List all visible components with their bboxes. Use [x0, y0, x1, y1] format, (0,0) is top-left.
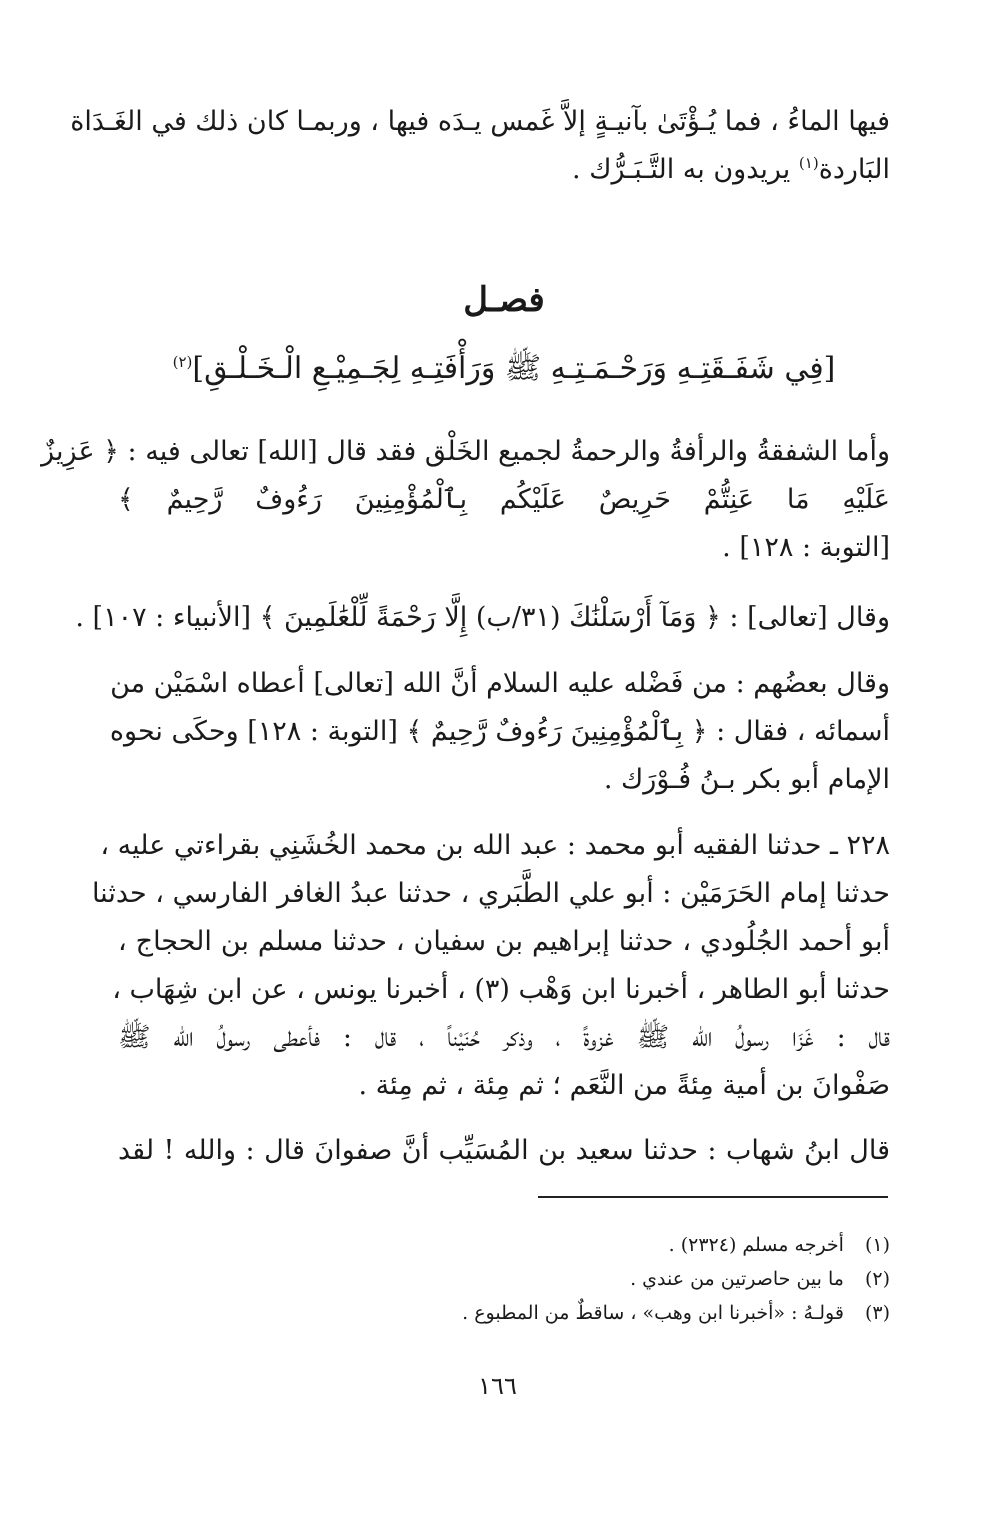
footnote-text: أخرجه مسلم (٢٣٢٤) .: [668, 1234, 844, 1256]
text-line: وقال بعضُهم : من فَضْله عليه السلام أنَّ الله [تعالى] أعطاه اسْمَيْن من: [110, 668, 890, 699]
footnote-item: [118, 1296, 890, 1330]
quran-verse-line: عَلَيْهِ مَا عَنِتُّمْ حَرِيصٌ عَلَيْكُم بِٱلْمُؤْمِنِينَ رَءُوفٌ رَّحِيمٌ ﴾: [118, 484, 890, 515]
text-line: أسمائه ، فقال : ﴿ بِٱلْمُؤْمِنِينَ رَءُوفٌ رَّحِيمٌ ﴾ [التوبة : ١٢٨] وحكَى نحوه: [109, 716, 890, 747]
subheading-text: [فِي شَفَـقَتِـهِ وَرَحْـمَـتِـهِ ﷺ وَرَأْفَتِـهِ لِجَـمِيْـعِ الْـخَـلْـقِ]: [192, 351, 836, 386]
footnote-ref[interactable]: (١): [798, 154, 819, 172]
footnote-divider: [538, 1196, 888, 1198]
text-fragment: يريدون به التَّـبَـرُّك .: [572, 154, 799, 185]
hadith-228: [91, 822, 890, 1110]
footnote-ref[interactable]: (٢): [172, 353, 193, 371]
page-number: ١٦٦: [478, 1372, 517, 1400]
text-line: وقال [تعالى] : ﴿ وَمَآ أَرْسَلْنَٰكَ (٣١/ب) إِلَّا رَحْمَةً لِّلْعَٰلَمِينَ ﴾ [الأنبياء : ١٠٧] .: [75, 602, 890, 633]
footnote-number: (٣): [864, 1302, 890, 1324]
text-line: قال : غَزَا رسولُ الله ﷺ غزوةً ، وذكر حُنَيْناً ، قال : فأعطى رسولُ الله ﷺ: [118, 1022, 890, 1053]
paragraph-mercy: [41, 428, 890, 572]
text-line: وأما الشفقةُ والرأفةُ والرحمةُ لجميع الخَلْق فقد قال [الله] تعالى فيه : ﴿ عَزِيزٌ: [41, 436, 890, 467]
footnotes: [118, 1228, 890, 1330]
text-fragment: البَاردة: [818, 154, 890, 185]
text-line: حدثنا أبو الطاهر ، أخبرنا ابن وَهْب (٣) ، أخبرنا يونس ، عن ابن شِهَاب ،: [112, 974, 890, 1005]
paragraph-ibn-shihab: [118, 1127, 890, 1175]
text-line: فيها الماءُ ، فما يُـؤْتَىٰ بآنيـةٍ إلاَّ غَمس يـدَه فيها ، وربمـا كان ذلك في الغَـدَاة: [70, 106, 890, 137]
text-line: الإمام أبو بكر بـنُ فُـوْرَك .: [603, 764, 890, 795]
text-line: أبو أحمد الجُلُودي ، حدثنا إبراهيم بن سفيان ، حدثنا مسلم بن الحجاج ،: [118, 926, 890, 957]
intro-paragraph: [70, 98, 890, 194]
section-subheading: [118, 345, 890, 393]
paragraph-anbiya: [75, 594, 890, 642]
footnote-number: (٢): [864, 1268, 890, 1290]
text-line: حدثنا إمام الحَرَمَيْن : أبو علي الطَّبَري ، حدثنا عبدُ الغافر الفارسي ، حدثنا: [91, 878, 890, 909]
text-line: صَفْوانَ بن أمية مِئةً من النَّعَم ؛ ثم مِئة ، ثم مِئة .: [358, 1070, 890, 1101]
footnote-number: (١): [864, 1234, 890, 1256]
footnote-text: ما بين حاصرتين من عندي .: [630, 1268, 844, 1290]
footnote-text: قولـهُ : «أخبرنا ابن وهب» ، ساقطٌ من المطبوع .: [462, 1302, 844, 1324]
paragraph-names: [109, 660, 890, 804]
text-line: قال ابنُ شهاب : حدثنا سعيد بن المُسَيِّب أنَّ صفوانَ قال : والله ! لقد: [118, 1135, 890, 1166]
section-heading: فصـل: [463, 280, 545, 320]
text-line: ٢٢٨ ـ حدثنا الفقيه أبو محمد : عبد الله بن محمد الخُشَنِي بقراءتي عليه ،: [100, 830, 890, 861]
footnote-item: [118, 1262, 890, 1296]
footnote-item: [118, 1228, 890, 1262]
text-line: [118, 146, 890, 194]
text-line: [التوبة : ١٢٨] .: [722, 532, 890, 563]
